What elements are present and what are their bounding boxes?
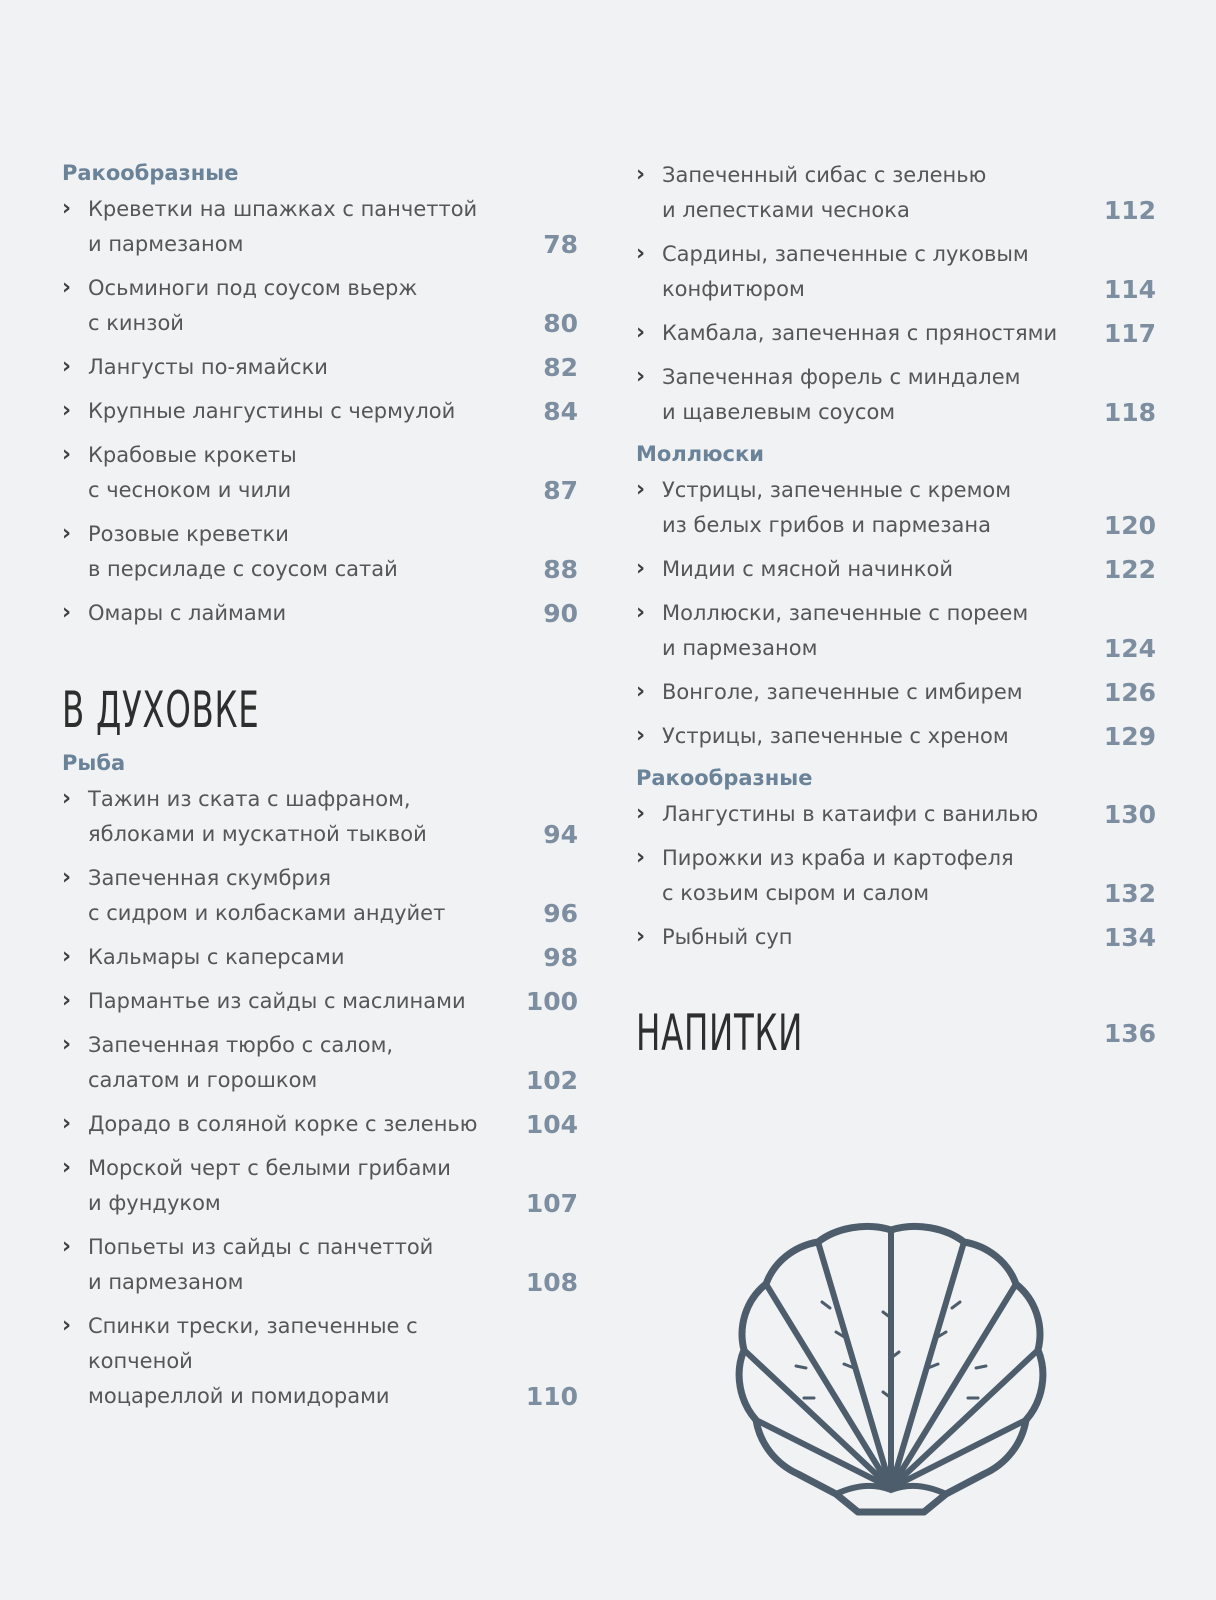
- toc-entry[interactable]: [62, 438, 578, 508]
- chevron-right-icon: ›: [62, 1155, 72, 1180]
- toc-entry[interactable]: [636, 797, 1156, 832]
- section-list: [636, 797, 1156, 955]
- chevron-right-icon: ›: [636, 600, 646, 625]
- toc-entry[interactable]: [62, 271, 578, 341]
- toc-entry-title: Пармантье из сайды с маслинами: [88, 989, 466, 1013]
- toc-entry-page-number: 88: [543, 555, 578, 584]
- chevron-right-icon: ›: [62, 275, 72, 300]
- toc-entry-title: Запеченная скумбрия с сидром и колбасками андуйет: [88, 866, 446, 925]
- scallop-shell-icon: [726, 1218, 1056, 1518]
- toc-entry-title: Креветки на шпажках с панчеттой и пармезаном: [88, 197, 478, 256]
- chevron-right-icon: ›: [636, 556, 646, 581]
- chevron-right-icon: ›: [636, 723, 646, 748]
- toc-entry[interactable]: [636, 719, 1156, 754]
- chevron-right-icon: ›: [62, 600, 72, 625]
- toc-right-column: [636, 158, 1156, 1065]
- toc-entry-title: Кальмары с каперсами: [88, 945, 345, 969]
- toc-entry-title: Вонголе, запеченные с имбирем: [662, 680, 1023, 704]
- toc-entry-page-number: 110: [525, 1382, 578, 1411]
- toc-entry-page-number: 82: [543, 353, 578, 382]
- toc-entry[interactable]: [62, 861, 578, 931]
- toc-entry-title: Спинки трески, запеченные с копченой моцареллой и помидорами: [88, 1314, 418, 1408]
- toc-entry-page-number: 102: [525, 1066, 578, 1095]
- toc-entry[interactable]: [62, 596, 578, 631]
- toc-entry[interactable]: [636, 316, 1156, 351]
- toc-entry-title: Мидии с мясной начинкой: [662, 557, 953, 581]
- toc-entry[interactable]: [62, 782, 578, 852]
- toc-entry-page-number: 117: [1103, 319, 1156, 348]
- toc-entry-page-number: 114: [1103, 275, 1156, 304]
- toc-entry-page-number: 118: [1103, 398, 1156, 427]
- toc-entry-title: Запеченный сибас с зеленью и лепестками чеснока: [662, 163, 987, 222]
- chevron-right-icon: ›: [636, 924, 646, 949]
- chapter-page-number: 136: [1103, 1018, 1156, 1048]
- section-list: [636, 158, 1156, 430]
- toc-entry-title: Запеченная форель с миндалем и щавелевым соусом: [662, 365, 1021, 424]
- chevron-right-icon: ›: [636, 845, 646, 870]
- toc-entry-title: Попьеты из сайды с панчеттой и пармезаном: [88, 1235, 434, 1294]
- chevron-right-icon: ›: [62, 865, 72, 890]
- toc-entry-title: Тажин из ската с шафраном, яблоками и мускатной тыквой: [88, 787, 427, 846]
- section-heading-fish: Рыба: [62, 751, 126, 775]
- chapter-title-drinks: НАПИТКИ: [636, 1004, 804, 1062]
- toc-entry-title: Крабовые крокеты с чесноком и чили: [88, 443, 297, 502]
- toc-entry-title: Сардины, запеченные с луковым конфитюром: [662, 242, 1029, 301]
- toc-entry[interactable]: [62, 1107, 578, 1142]
- section-heading-crustaceans: Ракообразные: [62, 161, 239, 185]
- toc-entry-title: Лангусты по-ямайски: [88, 355, 328, 379]
- chevron-right-icon: ›: [636, 364, 646, 389]
- toc-entry-title: Омары с лаймами: [88, 601, 287, 625]
- toc-entry[interactable]: [62, 1151, 578, 1221]
- chapter-row-drinks: [636, 1001, 1156, 1065]
- section-list: [62, 192, 578, 631]
- toc-entry-title: Устрицы, запеченные с кремом из белых грибов и пармезана: [662, 478, 1012, 537]
- toc-entry-title: Осьминоги под соусом вьерж с кинзой: [88, 276, 418, 335]
- chevron-right-icon: ›: [62, 786, 72, 811]
- toc-entry-page-number: 107: [525, 1189, 578, 1218]
- chevron-right-icon: ›: [636, 320, 646, 345]
- toc-entry[interactable]: [62, 1309, 578, 1414]
- chevron-right-icon: ›: [62, 988, 72, 1013]
- chevron-right-icon: ›: [62, 442, 72, 467]
- chevron-right-icon: ›: [62, 1032, 72, 1057]
- chevron-right-icon: ›: [62, 398, 72, 423]
- toc-entry-page-number: 100: [525, 987, 578, 1016]
- section-list: [62, 782, 578, 1414]
- toc-entry-title: Розовые креветки в персиладе с соусом сатай: [88, 522, 398, 581]
- toc-entry[interactable]: [636, 552, 1156, 587]
- toc-entry[interactable]: [636, 237, 1156, 307]
- toc-entry[interactable]: [62, 517, 578, 587]
- toc-entry-title: Рыбный суп: [662, 925, 793, 949]
- toc-entry[interactable]: [636, 596, 1156, 666]
- chevron-right-icon: ›: [62, 1313, 72, 1338]
- toc-entry-title: Дорадо в соляной корке с зеленью: [88, 1112, 478, 1136]
- toc-entry[interactable]: [62, 394, 578, 429]
- toc-entry[interactable]: [62, 940, 578, 975]
- toc-entry-page-number: 134: [1103, 923, 1156, 952]
- chevron-right-icon: ›: [636, 162, 646, 187]
- toc-entry[interactable]: [636, 158, 1156, 228]
- chevron-right-icon: ›: [636, 241, 646, 266]
- toc-entry-title: Морской черт с белыми грибами и фундуком: [88, 1156, 451, 1215]
- toc-entry-page-number: 132: [1103, 879, 1156, 908]
- chevron-right-icon: ›: [62, 1111, 72, 1136]
- toc-entry-page-number: 90: [543, 599, 578, 628]
- chevron-right-icon: ›: [62, 521, 72, 546]
- toc-entry-page-number: 78: [543, 230, 578, 259]
- toc-entry-page-number: 124: [1103, 634, 1156, 663]
- toc-entry-page-number: 94: [543, 820, 578, 849]
- chevron-right-icon: ›: [636, 801, 646, 826]
- section-list: [636, 473, 1156, 754]
- toc-entry[interactable]: [636, 920, 1156, 955]
- toc-entry-page-number: 98: [543, 943, 578, 972]
- toc-entry-title: Пирожки из краба и картофеля с козьим сыром и салом: [662, 846, 1014, 905]
- toc-entry[interactable]: [62, 984, 578, 1019]
- toc-entry[interactable]: [636, 360, 1156, 430]
- toc-entry[interactable]: [636, 841, 1156, 911]
- toc-entry-title: Запеченная тюрбо с салом, салатом и горошком: [88, 1033, 394, 1092]
- toc-entry-page-number: 129: [1103, 722, 1156, 751]
- toc-entry-title: Камбала, запеченная с пряностями: [662, 321, 1058, 345]
- toc-entry-page-number: 122: [1103, 555, 1156, 584]
- toc-entry-page-number: 126: [1103, 678, 1156, 707]
- chevron-right-icon: ›: [636, 679, 646, 704]
- toc-entry-title: Устрицы, запеченные с хреном: [662, 724, 1009, 748]
- toc-entry[interactable]: [62, 1028, 578, 1098]
- chapter-title-oven: В ДУХОВКЕ: [62, 681, 260, 739]
- toc-entry-page-number: 80: [543, 309, 578, 338]
- section-heading-molluscs: Моллюски: [636, 442, 764, 466]
- chevron-right-icon: ›: [62, 196, 72, 221]
- toc-entry[interactable]: [62, 1230, 578, 1300]
- toc-entry-title: Крупные лангустины с чермулой: [88, 399, 456, 423]
- toc-entry[interactable]: [62, 192, 578, 262]
- toc-entry-page-number: 108: [525, 1268, 578, 1297]
- toc-entry-title: Моллюски, запеченные с пореем и пармезаном: [662, 601, 1029, 660]
- chevron-right-icon: ›: [62, 1234, 72, 1259]
- section-heading-crustaceans: Ракообразные: [636, 766, 813, 790]
- chevron-right-icon: ›: [636, 477, 646, 502]
- toc-entry[interactable]: [62, 350, 578, 385]
- toc-entry[interactable]: [636, 675, 1156, 710]
- toc-entry-page-number: 120: [1103, 511, 1156, 540]
- toc-entry[interactable]: [636, 473, 1156, 543]
- toc-entry-page-number: 112: [1103, 196, 1156, 225]
- toc-entry-page-number: 130: [1103, 800, 1156, 829]
- toc-entry-page-number: 84: [543, 397, 578, 426]
- chevron-right-icon: ›: [62, 944, 72, 969]
- toc-entry-page-number: 87: [543, 476, 578, 505]
- chevron-right-icon: ›: [62, 354, 72, 379]
- toc-entry-title: Лангустины в катаифи с ванилью: [662, 802, 1039, 826]
- toc-left-column: [62, 158, 578, 1423]
- toc-entry-page-number: 104: [525, 1110, 578, 1139]
- toc-entry-page-number: 96: [543, 899, 578, 928]
